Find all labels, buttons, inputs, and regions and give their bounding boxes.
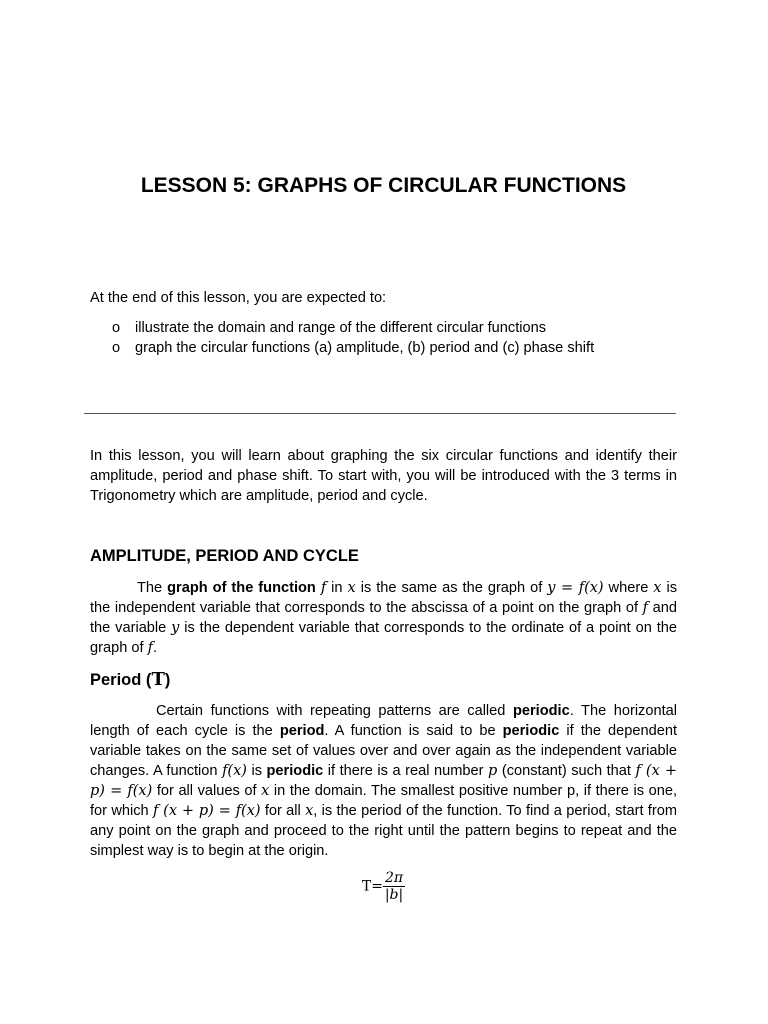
objective-text: illustrate the domain and range of the different circular functions xyxy=(135,320,547,336)
amplitude-section-heading: AMPLITUDE, PERIOD AND CYCLE xyxy=(90,547,359,565)
graph-of-function-term: graph of the function xyxy=(167,580,316,596)
objective-item xyxy=(112,338,594,358)
objective-text: graph the circular functions (a) amplitude, (b) period and (c) phase shift xyxy=(135,340,595,356)
bullet-icon: o xyxy=(112,340,121,356)
bullet-icon: o xyxy=(112,320,121,336)
lesson-title: LESSON 5: GRAPHS OF CIRCULAR FUNCTIONS xyxy=(140,174,627,197)
formula-fraction xyxy=(383,870,405,903)
formula-numerator: 2π xyxy=(384,870,404,886)
formula-denominator: |b| xyxy=(384,887,404,903)
equation-y-fx: y = f(x) xyxy=(547,580,604,596)
period-formula xyxy=(90,870,677,903)
objective-item xyxy=(112,318,594,338)
objectives-list xyxy=(112,318,594,358)
lesson-intro-paragraph: In this lesson, you will learn about graphing the six circular functions and identify their amplitude, period and phase shift. To start with, you will be introduced with the 3 terms in Trigonometry which are amplitude, period and cycle. xyxy=(90,448,677,504)
section-divider xyxy=(84,413,676,414)
objectives-intro: At the end of this lesson, you are expected to: xyxy=(90,290,387,306)
formula-lhs: T= xyxy=(361,878,383,895)
period-section-heading: Period (T) xyxy=(90,669,171,690)
period-symbol: T xyxy=(151,669,165,690)
period-definition-paragraph: Certain functions with repeating patterns are called periodic. The horizontal length of each cycle is the period. A function is said to be periodic if the dependent variable takes on the same set of values over and over again as the independent variable changes. A function f(x) is periodic if there is a real number p (constant) such that f (x + p) = f(x) for all values of x in the domain. The smallest positive number p, if there is one, for which f (x + p) = f(x) for all x, is the period of the function. To find a period, start from any point on the graph and proceed to the right until the pattern begins to repeat and the simplest way is to begin at the origin. xyxy=(90,703,678,859)
graph-definition-paragraph: The graph of the function f in x is the same as the graph of y = f(x) where x is the independent variable that corresponds to the abscissa of a point on the graph of f and the variable y is the dependent variable that corresponds to the ordinate of a point on the graph of f. xyxy=(90,580,678,656)
